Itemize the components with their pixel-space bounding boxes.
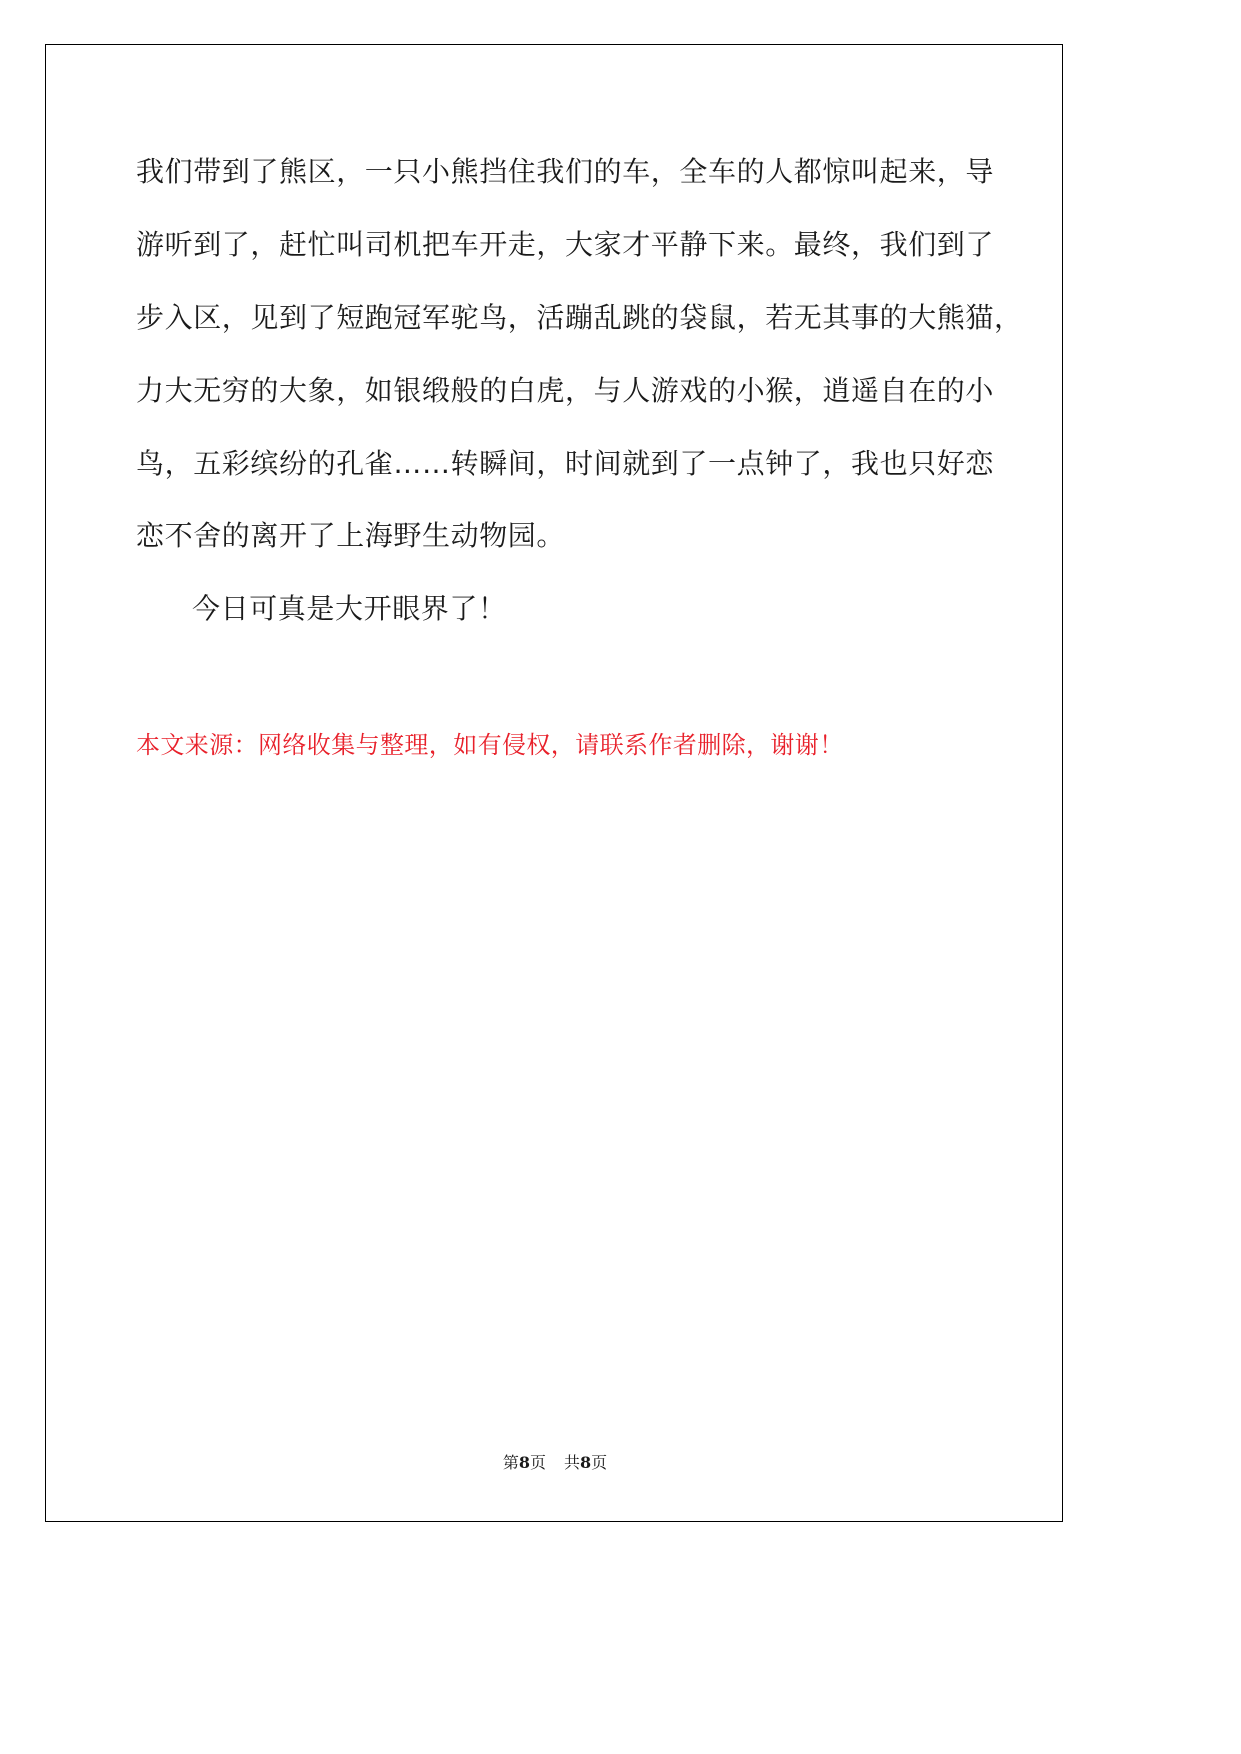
paragraph-line: 步入区，见到了短跑冠军驼鸟，活蹦乱跳的袋鼠，若无其事的大熊猫， xyxy=(136,301,1023,334)
total-pages: 8 xyxy=(580,1453,592,1472)
paragraph-line: 我们带到了熊区，一只小熊挡住我们的车，全车的人都惊叫起来，导 xyxy=(136,155,995,188)
page-prefix: 第 xyxy=(502,1453,519,1472)
page-border xyxy=(45,44,1063,1522)
closing-paragraph: 今日可真是大开眼界了！ xyxy=(192,592,507,625)
total-suffix: 页 xyxy=(591,1453,608,1472)
total-prefix: 共 xyxy=(564,1453,581,1472)
paragraph-line: 鸟，五彩缤纷的孔雀……转瞬间，时间就到了一点钟了，我也只好恋 xyxy=(136,447,995,480)
source-note: 本文来源：网络收集与整理，如有侵权，请联系作者删除，谢谢！ xyxy=(136,731,844,759)
page-footer xyxy=(0,1452,1110,1474)
paragraph-line: 力大无穷的大象，如银缎般的白虎，与人游戏的小猴，逍遥自在的小 xyxy=(136,374,995,407)
paragraph-line: 游听到了，赶忙叫司机把车开走，大家才平静下来。最终，我们到了 xyxy=(136,228,995,261)
page-number: 8 xyxy=(518,1453,530,1472)
page-suffix: 页 xyxy=(529,1453,546,1472)
paragraph-line: 恋不舍的离开了上海野生动物园。 xyxy=(136,519,566,552)
